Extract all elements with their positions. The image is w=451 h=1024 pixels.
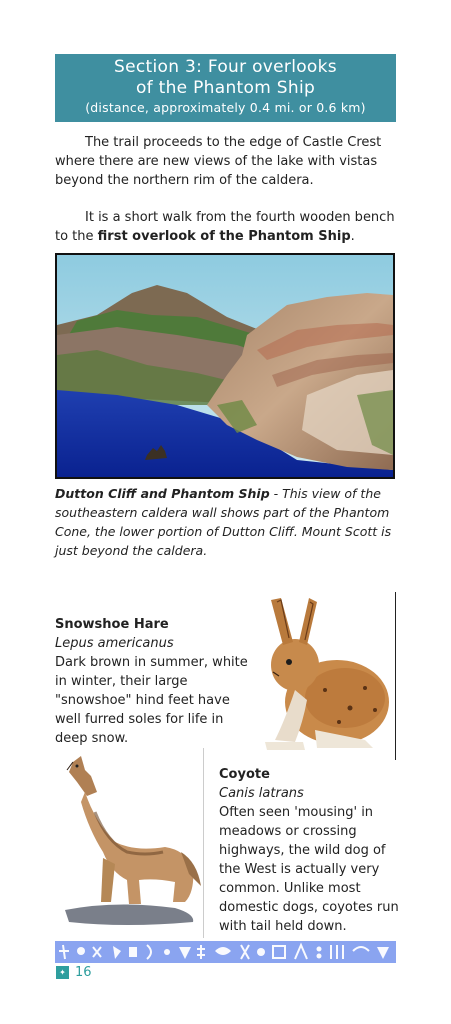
section-title-line1: Section 3: Four overlooks (114, 57, 337, 77)
coyote-latin-name: Canis latrans (219, 786, 304, 801)
snowshoe-hare-entry (55, 615, 250, 748)
photo-caption (55, 484, 400, 560)
hare-latin-name: Lepus americanus (55, 636, 174, 651)
hare-description: Dark brown in summer, white in winter, their large "snowshoe" hind feet have well furred soles for life in deep snow. (55, 655, 248, 746)
intro-paragraph-2-start: It is a short walk from the fourth wooden bench to the (55, 210, 395, 244)
coyote-name: Coyote (219, 767, 270, 782)
intro-paragraph-1: The trail proceeds to the edge of Castle Crest where there are new views of the lake with vistas beyond the northern rim of the caldera. (55, 135, 382, 188)
hikers-icon: ✦ (56, 966, 69, 979)
coyote-illustration (55, 752, 203, 932)
page-number: 16 (75, 965, 92, 980)
coyote-entry (219, 765, 399, 936)
intro-paragraph-2 (55, 208, 400, 246)
snowshoe-hare-illustration (255, 590, 395, 760)
page-footer (56, 965, 92, 980)
decorative-petroglyph-band (55, 941, 396, 963)
dutton-cliff-photo (55, 253, 395, 479)
intro-paragraph-2-bold: first overlook of the Phantom Ship (97, 229, 351, 244)
vertical-divider-faint (203, 748, 204, 938)
vertical-divider (395, 592, 396, 760)
section-subtitle: (distance, approximately 0.4 mi. or 0.6 km) (85, 100, 366, 115)
intro-paragraph-2-end: . (350, 229, 355, 244)
section-title-line2: of the Phantom Ship (135, 78, 316, 98)
hare-name: Snowshoe Hare (55, 617, 169, 632)
coyote-description: Often seen 'mousing' in meadows or crossing highways, the wild dog of the West is actually very common. Unlike most domestic dogs, coyotes run with tail held down. (219, 805, 399, 934)
caption-text: - This view of the southeastern caldera wall shows part of the Phantom Cone, the lower portion of Dutton Cliff. Mount Scott is just beyond the caldera. (55, 486, 392, 558)
section-header (55, 54, 396, 122)
caption-title: Dutton Cliff and Phantom Ship (55, 486, 270, 501)
